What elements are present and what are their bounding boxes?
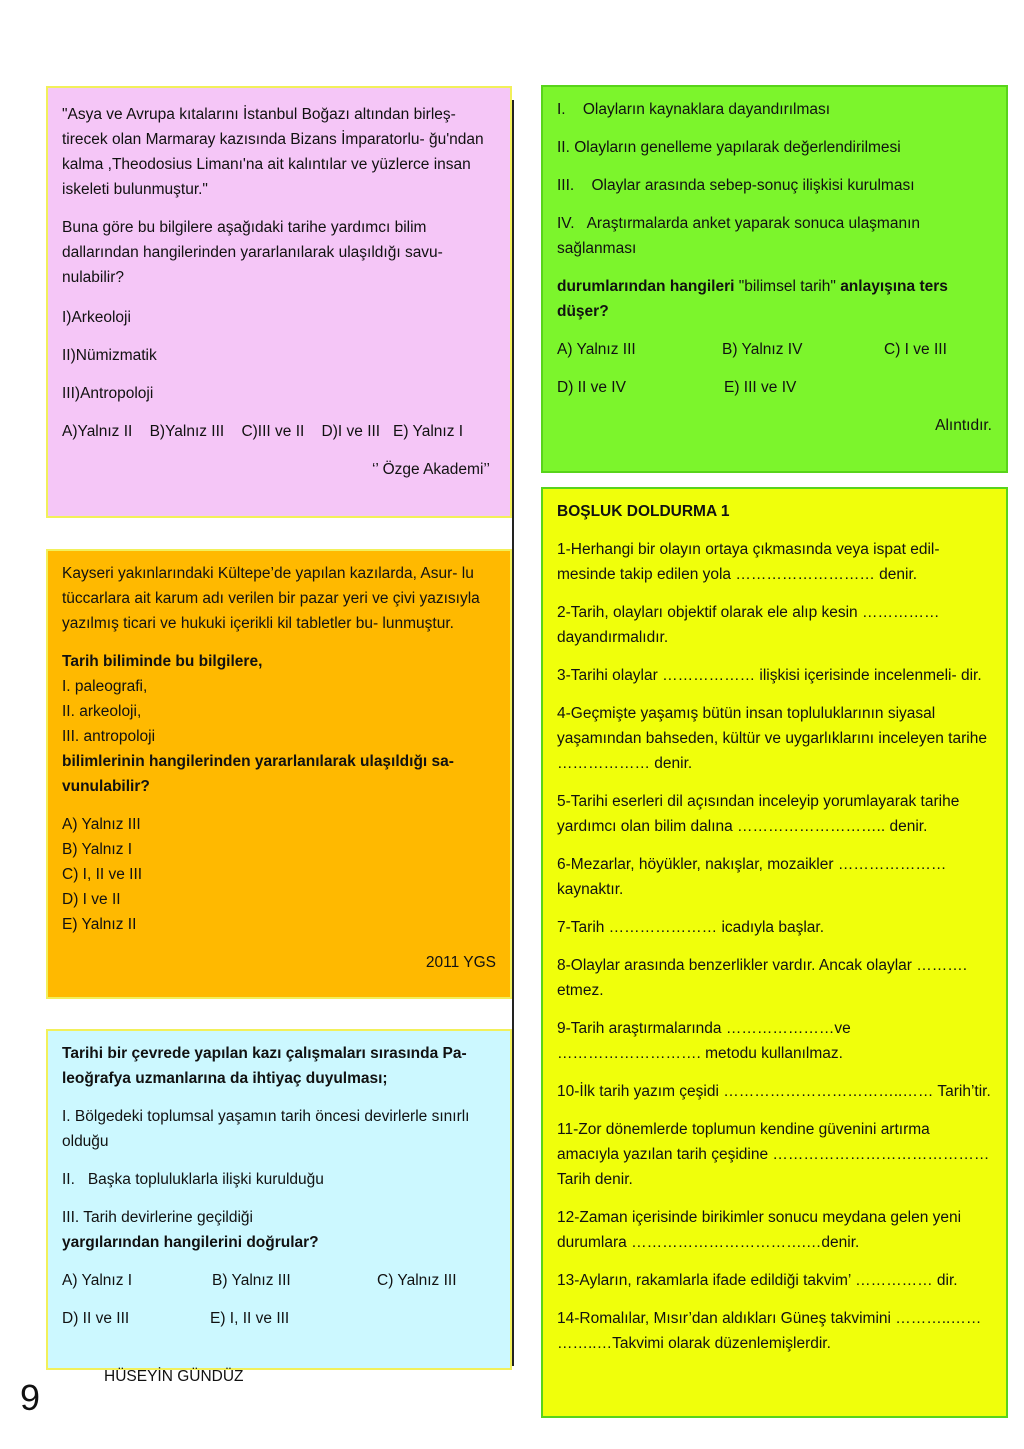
answer-option: D) II ve IV (557, 379, 626, 396)
fill-item: 13-Ayların, rakamlarla ifade edildiği takvim’ …………… dir. (557, 1272, 958, 1289)
answer-option: D) I ve II (62, 891, 121, 908)
answer-option: C) Yalnız III (377, 1272, 457, 1289)
answer-option: C) I, II ve III (62, 866, 143, 883)
fill-item: 14-Romalılar, Mısır’dan aldıkları Güneş takvimini ………..…… ……..…Takvimi olarak düzenlemişlerdir. (557, 1310, 982, 1352)
fill-item: 10-İlk tarih yazım çeşidi ……………………………..…… Tarih’tir. (557, 1083, 991, 1100)
author-name: HÜSEYİN GÜNDÜZ (104, 1368, 244, 1385)
question-text: "Asya ve Avrupa kıtalarını İstanbul Boğazı altından birleş- tirecek olan Marmaray kazısında Bizans İmparatorlu- ğu'ndan kalma ,Theodosius Limanı'na ait kalıntılar ve yüzlerce insan iskeleti bulunmuştur." (62, 106, 484, 198)
fill-item: 12-Zaman içerisinde birikimler sonucu meydana gelen yeni durumlara …………………………….…denir. (557, 1209, 962, 1251)
answer-options-row (557, 375, 992, 400)
option-item: II. arkeoloji, (62, 703, 142, 720)
fill-item: 4-Geçmişte yaşamış bütün insan topluluklarının siyasal yaşamından bahseden, kültür ve uygarlıklarını inceleyen tarihe ……………… denir. (557, 705, 987, 772)
question-box-kultepe (46, 549, 512, 999)
answer-option: E) I, II ve III (210, 1310, 290, 1327)
answer-options-row (557, 337, 992, 362)
question-text: Kayseri yakınlarındaki Kültepe’de yapılan kazılarda, Asur- lu tüccarlara ait karum adı verilen bir pazar yeri ve çivi yazısıyla yazılmış ticari ve hukuki içerikli kil tabletler bu- lunmuştur. (62, 565, 480, 632)
option-item: II)Nümizmatik (62, 347, 157, 364)
answer-options-row (62, 1268, 496, 1293)
fill-item: 1-Herhangi bir olayın ortaya çıkmasında veya ispat edil- mesinde takip edilen yola ……………………… denir. (557, 541, 940, 583)
question-source: Alıntıdır. (935, 417, 992, 434)
answer-options-row (62, 1306, 496, 1331)
fill-in-blanks-box (541, 487, 1008, 1418)
option-item: III. Tarih devirlerine geçildiği (62, 1209, 253, 1226)
fill-item: 9-Tarih araştırmalarında …………………ve ………………………. metodu kullanılmaz. (557, 1020, 851, 1062)
answer-option: B) Yalnız III (212, 1272, 291, 1289)
fill-item: 11-Zor dönemlerde toplumun kendine güvenini artırma amacıyla yazılan tarih çeşidine …………………………………… Tarih denir. (557, 1121, 990, 1188)
option-item: IV. Araştırmalarda anket yaparak sonuca ulaşmanın sağlanması (557, 215, 925, 257)
answer-option: B) Yalnız IV (722, 341, 803, 358)
question-source: ‘’ Özge Akademi’’ (371, 461, 490, 478)
answer-option: B) Yalnız I (62, 841, 133, 858)
answer-option: C) I ve III (884, 341, 947, 358)
question-stem: yargılarından hangilerini doğrular? (62, 1234, 319, 1251)
question-box-bilimsel-tarih (541, 85, 1008, 473)
option-item: I. paleografi, (62, 678, 148, 695)
option-item: I. Bölgedeki toplumsal yaşamın tarih öncesi devirlerle sınırlı olduğu (62, 1108, 470, 1150)
fill-item: 7-Tarih ………………… icadıyla başlar. (557, 919, 825, 936)
question-stem (557, 274, 992, 324)
answer-option: D) II ve III (62, 1310, 130, 1327)
question-box-marmaray (46, 86, 512, 518)
option-item: II. Olayların genelleme yapılarak değerlendirilmesi (557, 139, 901, 156)
question-source: 2011 YGS (425, 954, 496, 971)
question-stem: Buna göre bu bilgilere aşağıdaki tarihe yardımcı bilim dallarından hangilerinden yararlanılarak ulaşıldığı savu- nulabilir? (62, 219, 443, 286)
fill-item: 6-Mezarlar, höyükler, nakışlar, mozaikler ………………… kaynaktır. (557, 856, 947, 898)
option-item: III)Antropoloji (62, 385, 154, 402)
page-number: 9 (20, 1377, 41, 1418)
answer-option: A) Yalnız III (62, 816, 141, 833)
column-divider (512, 100, 514, 1366)
question-lead: Tarih biliminde bu bilgilere, (62, 653, 263, 670)
question-lead: Tarihi bir çevrede yapılan kazı çalışmaları sırasında Pa- leoğrafya uzmanlarına da ihtiyaç duyulması; (62, 1045, 467, 1087)
answer-option: E) III ve IV (724, 379, 797, 396)
section-title: BOŞLUK DOLDURMA 1 (557, 503, 730, 520)
answer-option: A) Yalnız I (62, 1272, 133, 1289)
option-item: III. Olaylar arasında sebep-sonuç ilişkisi kurulması (557, 177, 915, 194)
fill-item: 3-Tarihi olaylar ……………… ilişkisi içerisinde incelenmeli- dir. (557, 667, 982, 684)
question-stem-part: durumlarından hangileri (557, 278, 735, 295)
option-item: I)Arkeoloji (62, 309, 131, 326)
question-stem-part: anlayışına ters düşer? (557, 278, 948, 320)
option-item: III. antropoloji (62, 728, 156, 745)
fill-item: 8-Olaylar arasında benzerlikler vardır. Ancak olaylar ………. etmez. (557, 957, 968, 999)
question-stem: bilimlerinin hangilerinden yararlanılarak ulaşıldığı sa- vunulabilir? (62, 753, 454, 795)
question-box-paleografi (46, 1029, 512, 1370)
option-item: II. Başka topluluklarla ilişki kurulduğu (62, 1171, 324, 1188)
answer-option: E) Yalnız II (62, 916, 137, 933)
fill-item: 2-Tarih, olayları objektif olarak ele alıp kesin …………… dayandırmalıdır. (557, 604, 940, 646)
answer-option: A) Yalnız III (557, 341, 636, 358)
fill-item: 5-Tarihi eserleri dil açısından inceleyip yorumlayarak tarihe yardımcı olan bilim dalına ……………………….. denir. (557, 793, 960, 835)
question-stem-quote: "bilimsel tarih" (734, 278, 841, 295)
option-item: I. Olayların kaynaklara dayandırılması (557, 101, 831, 118)
answer-options: A)Yalnız II B)Yalnız III C)III ve II D)I ve III E) Yalnız I (62, 423, 464, 440)
